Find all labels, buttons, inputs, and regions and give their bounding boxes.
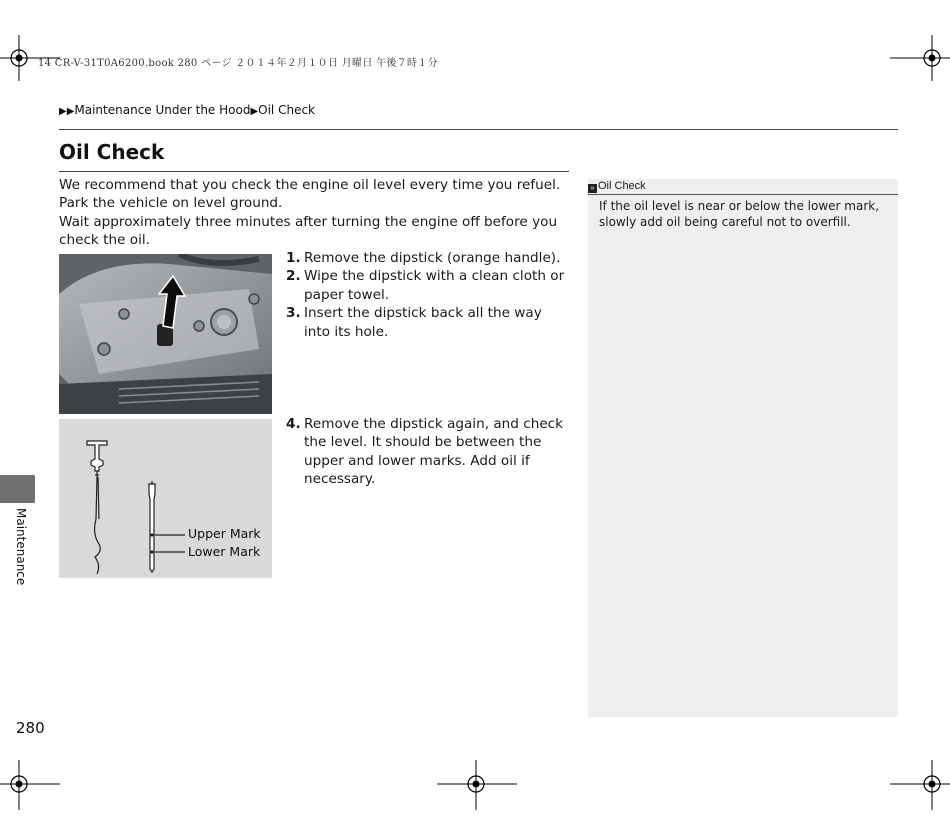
header-rule (59, 129, 898, 130)
step-item (286, 249, 570, 267)
title-rule (59, 171, 569, 172)
step-number: 2. (286, 268, 301, 285)
dipstick-diagram (59, 419, 272, 578)
step-item (286, 267, 570, 304)
step-text: Wipe the dipstick with a clean cloth or paper towel. (304, 268, 565, 303)
breadcrumb (59, 103, 315, 117)
sidebar-body: If the oil level is near or below the lower mark, slowly add oil being careful not to overfill. (599, 199, 880, 229)
engine-photo (59, 254, 272, 414)
crop-mark-bottom-right (890, 760, 950, 810)
intro-paragraph: Park the vehicle on level ground. (59, 195, 283, 212)
intro-paragraph: We recommend that you check the engine oil level every time you refuel. (59, 177, 561, 193)
steps-group-1 (286, 249, 570, 341)
intro-paragraph: Wait approximately three minutes after turning the engine off before you check the oil. (59, 213, 558, 249)
sidebar-heading-text: Oil Check (598, 180, 646, 192)
upper-mark-label: Upper Mark (188, 526, 261, 541)
crop-mark-bottom-left (0, 760, 60, 810)
step-number: 3. (286, 305, 301, 322)
step-text: Remove the dipstick (orange handle). (304, 250, 561, 266)
page-title: Oil Check (59, 140, 165, 164)
crop-mark-top-right (890, 35, 950, 81)
breadcrumb-separator: ▶ (250, 106, 259, 117)
step-item (286, 304, 570, 341)
step-item (286, 415, 570, 489)
section-tab (0, 475, 35, 503)
breadcrumb-page: Oil Check (258, 103, 315, 117)
lower-mark-label: Lower Mark (188, 544, 261, 559)
section-tab-label: Maintenance (14, 508, 28, 586)
print-slug: 14 CR-V-31T0A6200.book 280 ページ ２０１４年２月１０日 月曜日 午後７時１分 (38, 58, 438, 69)
steps-group-2 (286, 415, 570, 489)
breadcrumb-marker: ▶▶ (59, 106, 75, 117)
step-number: 1. (286, 250, 301, 266)
breadcrumb-section: Maintenance Under the Hood (74, 103, 251, 117)
intro-text (59, 176, 571, 250)
page-number: 280 (16, 719, 45, 737)
sidebar-note (588, 179, 898, 717)
step-text: Insert the dipstick back all the way into its hole. (304, 305, 542, 340)
step-number: 4. (286, 416, 301, 432)
reference-icon: » (588, 184, 597, 193)
sidebar-heading (588, 179, 898, 195)
crop-mark-bottom-center (437, 760, 517, 810)
step-text: Remove the dipstick again, and check the level. It should be between the upper and lower marks. Add oil if necessary. (304, 416, 564, 488)
